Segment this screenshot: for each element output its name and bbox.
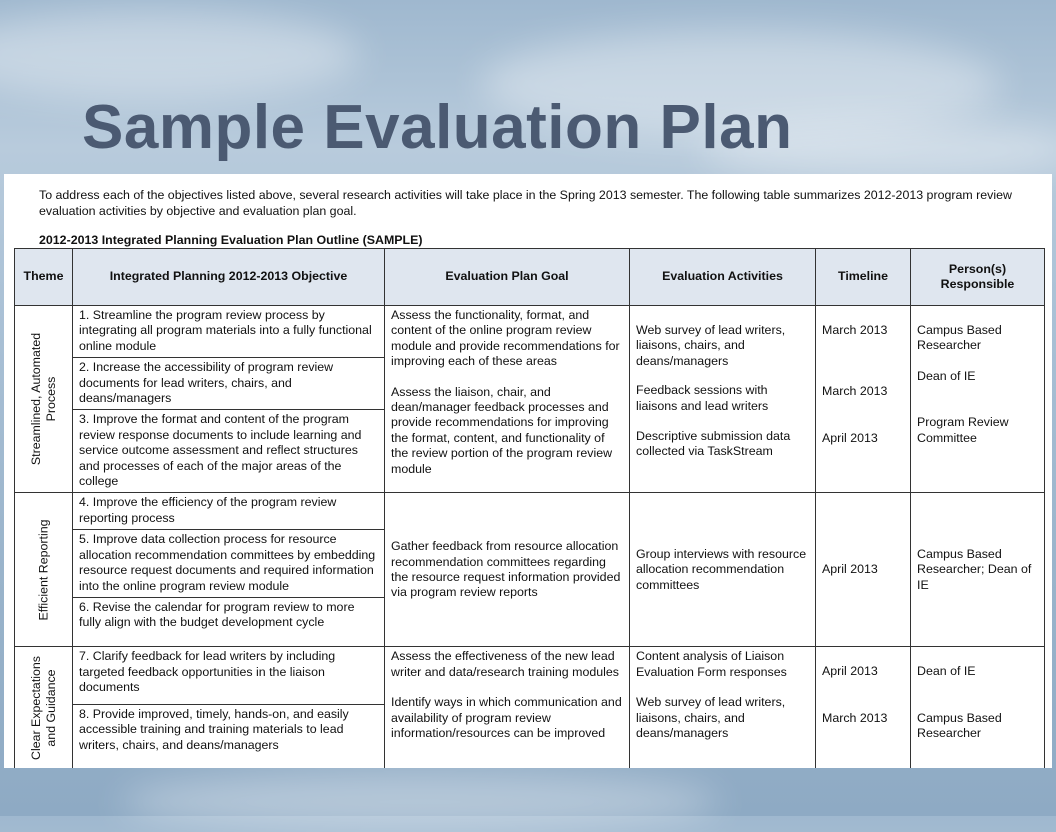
activity-item: Web survey of lead writers, liaisons, chairs, and deans/managers [636,695,786,741]
goal-item: Gather feedback from resource allocation recommendation committees regarding the resource request information provided via program review reports [391,539,621,600]
table-row [15,647,1045,768]
activities-cell [630,493,816,647]
activities-cell [630,306,816,493]
table-row [15,306,1045,493]
person-item: Program Review Committee [917,415,1009,445]
document-panel [4,174,1052,768]
slide-title: Sample Evaluation Plan [82,93,793,162]
timeline-item: March 2013 [822,384,888,399]
activity-item: Group interviews with resource allocation recommendation committees [636,546,807,592]
goal-cell [385,306,630,493]
timeline-item: April 2013 [822,562,878,577]
timeline-cell [816,306,911,493]
objective-item: 3. Improve the format and content of the program review response documents to include learning and service outcome assessment and reflect structures and processes of each of the major areas of the college [79,412,362,489]
table-caption: 2012-2013 Integrated Planning Evaluation Plan Outline (SAMPLE) [39,233,423,247]
timeline-item: March 2013 [822,710,888,725]
objective-cell [73,493,385,647]
objective-item: 4. Improve the efficiency of the program review reporting process [73,493,384,530]
timeline-item: March 2013 [822,323,888,337]
activities-cell [630,647,816,768]
theme-label: Streamlined, Automated Process [28,333,58,466]
theme-cell [15,647,73,768]
theme-cell [15,493,73,647]
theme-cell [15,306,73,493]
goal-cell [385,647,630,768]
header-objective: Integrated Planning 2012-2013 Objective [73,249,385,306]
goal-item: Identify ways in which communication and availability of program review information/resources can be improved [391,695,622,741]
person-item: Dean of IE [917,664,976,679]
person-item: Campus Based Researcher [917,710,1002,741]
timeline-item: April 2013 [822,430,878,445]
objective-cell [73,647,385,768]
header-goal: Evaluation Plan Goal [385,249,630,306]
goal-item: Assess the effectiveness of the new lead writer and data/research training modules [391,649,619,679]
theme-label: Efficient Reporting [36,519,50,621]
timeline-item: April 2013 [822,664,878,679]
header-person: Person(s) Responsible [911,249,1045,306]
objective-item: 5. Improve data collection process for resource allocation recommendation committees by embedding resource request documents and required information into the online program review module [73,530,384,598]
person-item: Campus Based Researcher [917,323,1002,353]
activity-item: Feedback sessions with liaisons and lead writers [636,383,769,413]
table-row [15,493,1045,647]
person-cell [911,647,1045,768]
activity-item: Content analysis of Liaison Evaluation Form responses [636,649,787,679]
objective-item: 6. Revise the calendar for program review to more fully align with the budget development cycle [79,599,355,630]
objective-item: 1. Streamline the program review process by integrating all program materials into a fully functional online module [73,306,384,358]
goal-item: Assess the functionality, format, and content of the online program review module and provide recommendations for improving each of these areas [391,308,620,369]
timeline-cell [816,647,911,768]
activity-item: Descriptive submission data collected via TaskStream [636,429,791,459]
activity-item: Web survey of lead writers, liaisons, chairs, and deans/managers [636,323,786,368]
header-theme: Theme [15,249,73,306]
goal-item: Assess the liaison, chair, and dean/manager feedback processes and provide recommendations for improving the format, content, and functionality of the review portion of the program review module [391,384,613,476]
timeline-cell [816,493,911,647]
evaluation-plan-table [14,248,1045,768]
objective-item: 7. Clarify feedback for lead writers by including targeted feedback opportunities in the liaison documents [73,647,384,704]
intro-paragraph: To address each of the objectives listed above, several research activities will take place in the Spring 2013 semester. The following table summarizes 2012-2013 program review evaluation activities by objective and evaluation plan goal. [39,188,1012,218]
table-header-row [15,249,1045,306]
goal-cell [385,493,630,647]
objective-cell [73,306,385,493]
header-timeline: Timeline [816,249,911,306]
theme-label: Clear Expectations and Guidance [28,656,58,761]
objective-item: 8. Provide improved, timely, hands-on, and easily accessible training and training materials to lead writers, chairs, and deans/managers [79,706,349,752]
person-item: Dean of IE [917,368,976,383]
person-item: Campus Based Researcher; Dean of IE [917,546,1032,592]
objective-item: 2. Increase the accessibility of program review documents for lead writers, chairs, and deans/managers [73,358,384,410]
person-cell [911,493,1045,647]
person-cell [911,306,1045,493]
header-activities: Evaluation Activities [630,249,816,306]
